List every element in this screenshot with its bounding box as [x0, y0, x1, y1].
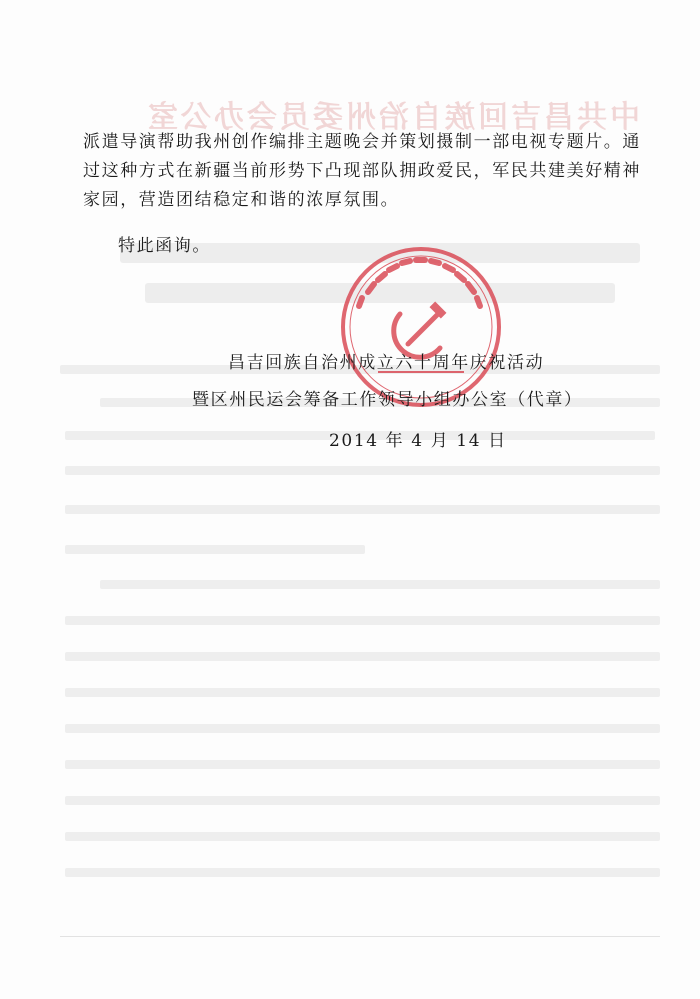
closing-remark: 特此函询。	[118, 236, 211, 256]
issuer-line-1: 昌吉回族自治州成立六十周年庆祝活动	[228, 353, 545, 373]
body-paragraph: 派遣导演帮助我州创作编排主题晚会并策划摄制一部电视专题片。通过这种方式在新疆当前形势下凸现部队拥政爱民，军民共建美好精神家园，营造团结稳定和谐的浓厚氛围。	[83, 132, 641, 210]
issue-date: 2014 年 4 月 14 日	[329, 431, 507, 451]
footer-divider	[60, 936, 660, 937]
bleed-through-header: 中共昌吉回族自治州委员会办公室	[145, 100, 640, 135]
issuer-line-2: 暨区州民运会筹备工作领导小组办公室（代章）	[192, 390, 583, 410]
